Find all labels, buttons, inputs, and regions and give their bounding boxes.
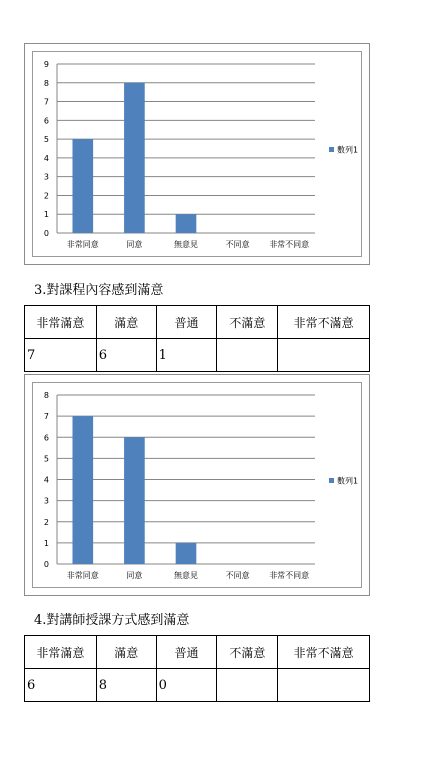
section-3-table xyxy=(24,305,370,372)
y-tick-label: 9 xyxy=(43,60,49,69)
value-cell xyxy=(217,339,278,372)
y-tick-label: 8 xyxy=(43,391,49,400)
y-tick-label: 3 xyxy=(43,172,49,182)
value-cell xyxy=(217,669,278,702)
x-tick-label: 同意 xyxy=(126,571,143,580)
x-tick-label: 非常不同意 xyxy=(269,240,310,249)
y-tick-label: 1 xyxy=(43,538,49,548)
value-cell xyxy=(278,339,370,372)
y-tick-label: 8 xyxy=(43,78,49,88)
header-cell: 非常滿意 xyxy=(25,636,97,669)
bar xyxy=(72,416,93,564)
chart-plot-area-2 xyxy=(32,382,362,588)
bar xyxy=(72,139,93,233)
y-tick-label: 4 xyxy=(43,475,49,485)
chart-frame-1 xyxy=(24,43,370,265)
y-tick-label: 0 xyxy=(43,560,49,569)
header-cell: 普通 xyxy=(156,306,217,339)
x-tick-label: 不同意 xyxy=(225,571,250,580)
bar xyxy=(176,214,197,233)
legend-label: 數列1 xyxy=(337,145,359,155)
header-cell: 非常不滿意 xyxy=(278,636,370,669)
header-cell: 滿意 xyxy=(96,636,156,669)
bar-chart-2 xyxy=(33,383,363,589)
section-4-table xyxy=(24,635,370,702)
y-tick-label: 2 xyxy=(43,191,49,201)
bar xyxy=(124,83,145,233)
header-cell: 滿意 xyxy=(96,306,156,339)
header-cell: 不滿意 xyxy=(217,636,278,669)
bar xyxy=(124,437,145,564)
y-tick-label: 7 xyxy=(43,412,49,422)
y-tick-label: 6 xyxy=(43,116,49,126)
y-tick-label: 4 xyxy=(43,153,49,163)
value-cell: 8 xyxy=(96,669,156,702)
header-cell: 非常不滿意 xyxy=(278,306,370,339)
bar-chart-1 xyxy=(33,52,363,258)
y-tick-label: 7 xyxy=(43,97,49,107)
y-tick-label: 0 xyxy=(43,229,49,238)
table-header-row xyxy=(25,636,370,669)
x-tick-label: 無意見 xyxy=(174,571,198,580)
y-tick-label: 2 xyxy=(43,517,49,527)
x-tick-label: 非常同意 xyxy=(66,571,99,580)
header-cell: 普通 xyxy=(156,636,217,669)
value-cell: 1 xyxy=(156,339,217,372)
x-tick-label: 無意見 xyxy=(174,240,198,249)
section-4-heading: 4.對講師授課方式感到滿意 xyxy=(34,613,190,628)
y-tick-label: 5 xyxy=(43,135,49,145)
y-tick-label: 5 xyxy=(43,454,49,464)
value-cell: 7 xyxy=(25,339,97,372)
legend-swatch xyxy=(329,147,334,152)
value-cell: 6 xyxy=(96,339,156,372)
table-row xyxy=(25,669,370,702)
header-cell: 非常滿意 xyxy=(25,306,97,339)
x-tick-label: 不同意 xyxy=(225,240,250,249)
legend-label: 數列1 xyxy=(337,476,359,486)
table-row xyxy=(25,339,370,372)
section-3-heading: 3.對課程內容感到滿意 xyxy=(34,283,164,298)
value-cell xyxy=(278,669,370,702)
y-tick-label: 1 xyxy=(43,210,49,220)
value-cell: 6 xyxy=(25,669,97,702)
table-header-row xyxy=(25,306,370,339)
x-tick-label: 非常不同意 xyxy=(269,571,310,580)
x-tick-label: 同意 xyxy=(126,240,143,249)
header-cell: 不滿意 xyxy=(217,306,278,339)
y-tick-label: 6 xyxy=(43,433,49,443)
x-tick-label: 非常同意 xyxy=(66,240,99,249)
y-tick-label: 3 xyxy=(43,496,49,506)
chart-frame-2 xyxy=(24,374,370,596)
chart-plot-area-1 xyxy=(32,51,362,257)
legend-swatch xyxy=(329,478,334,483)
value-cell: 0 xyxy=(156,669,217,702)
bar xyxy=(176,543,197,564)
